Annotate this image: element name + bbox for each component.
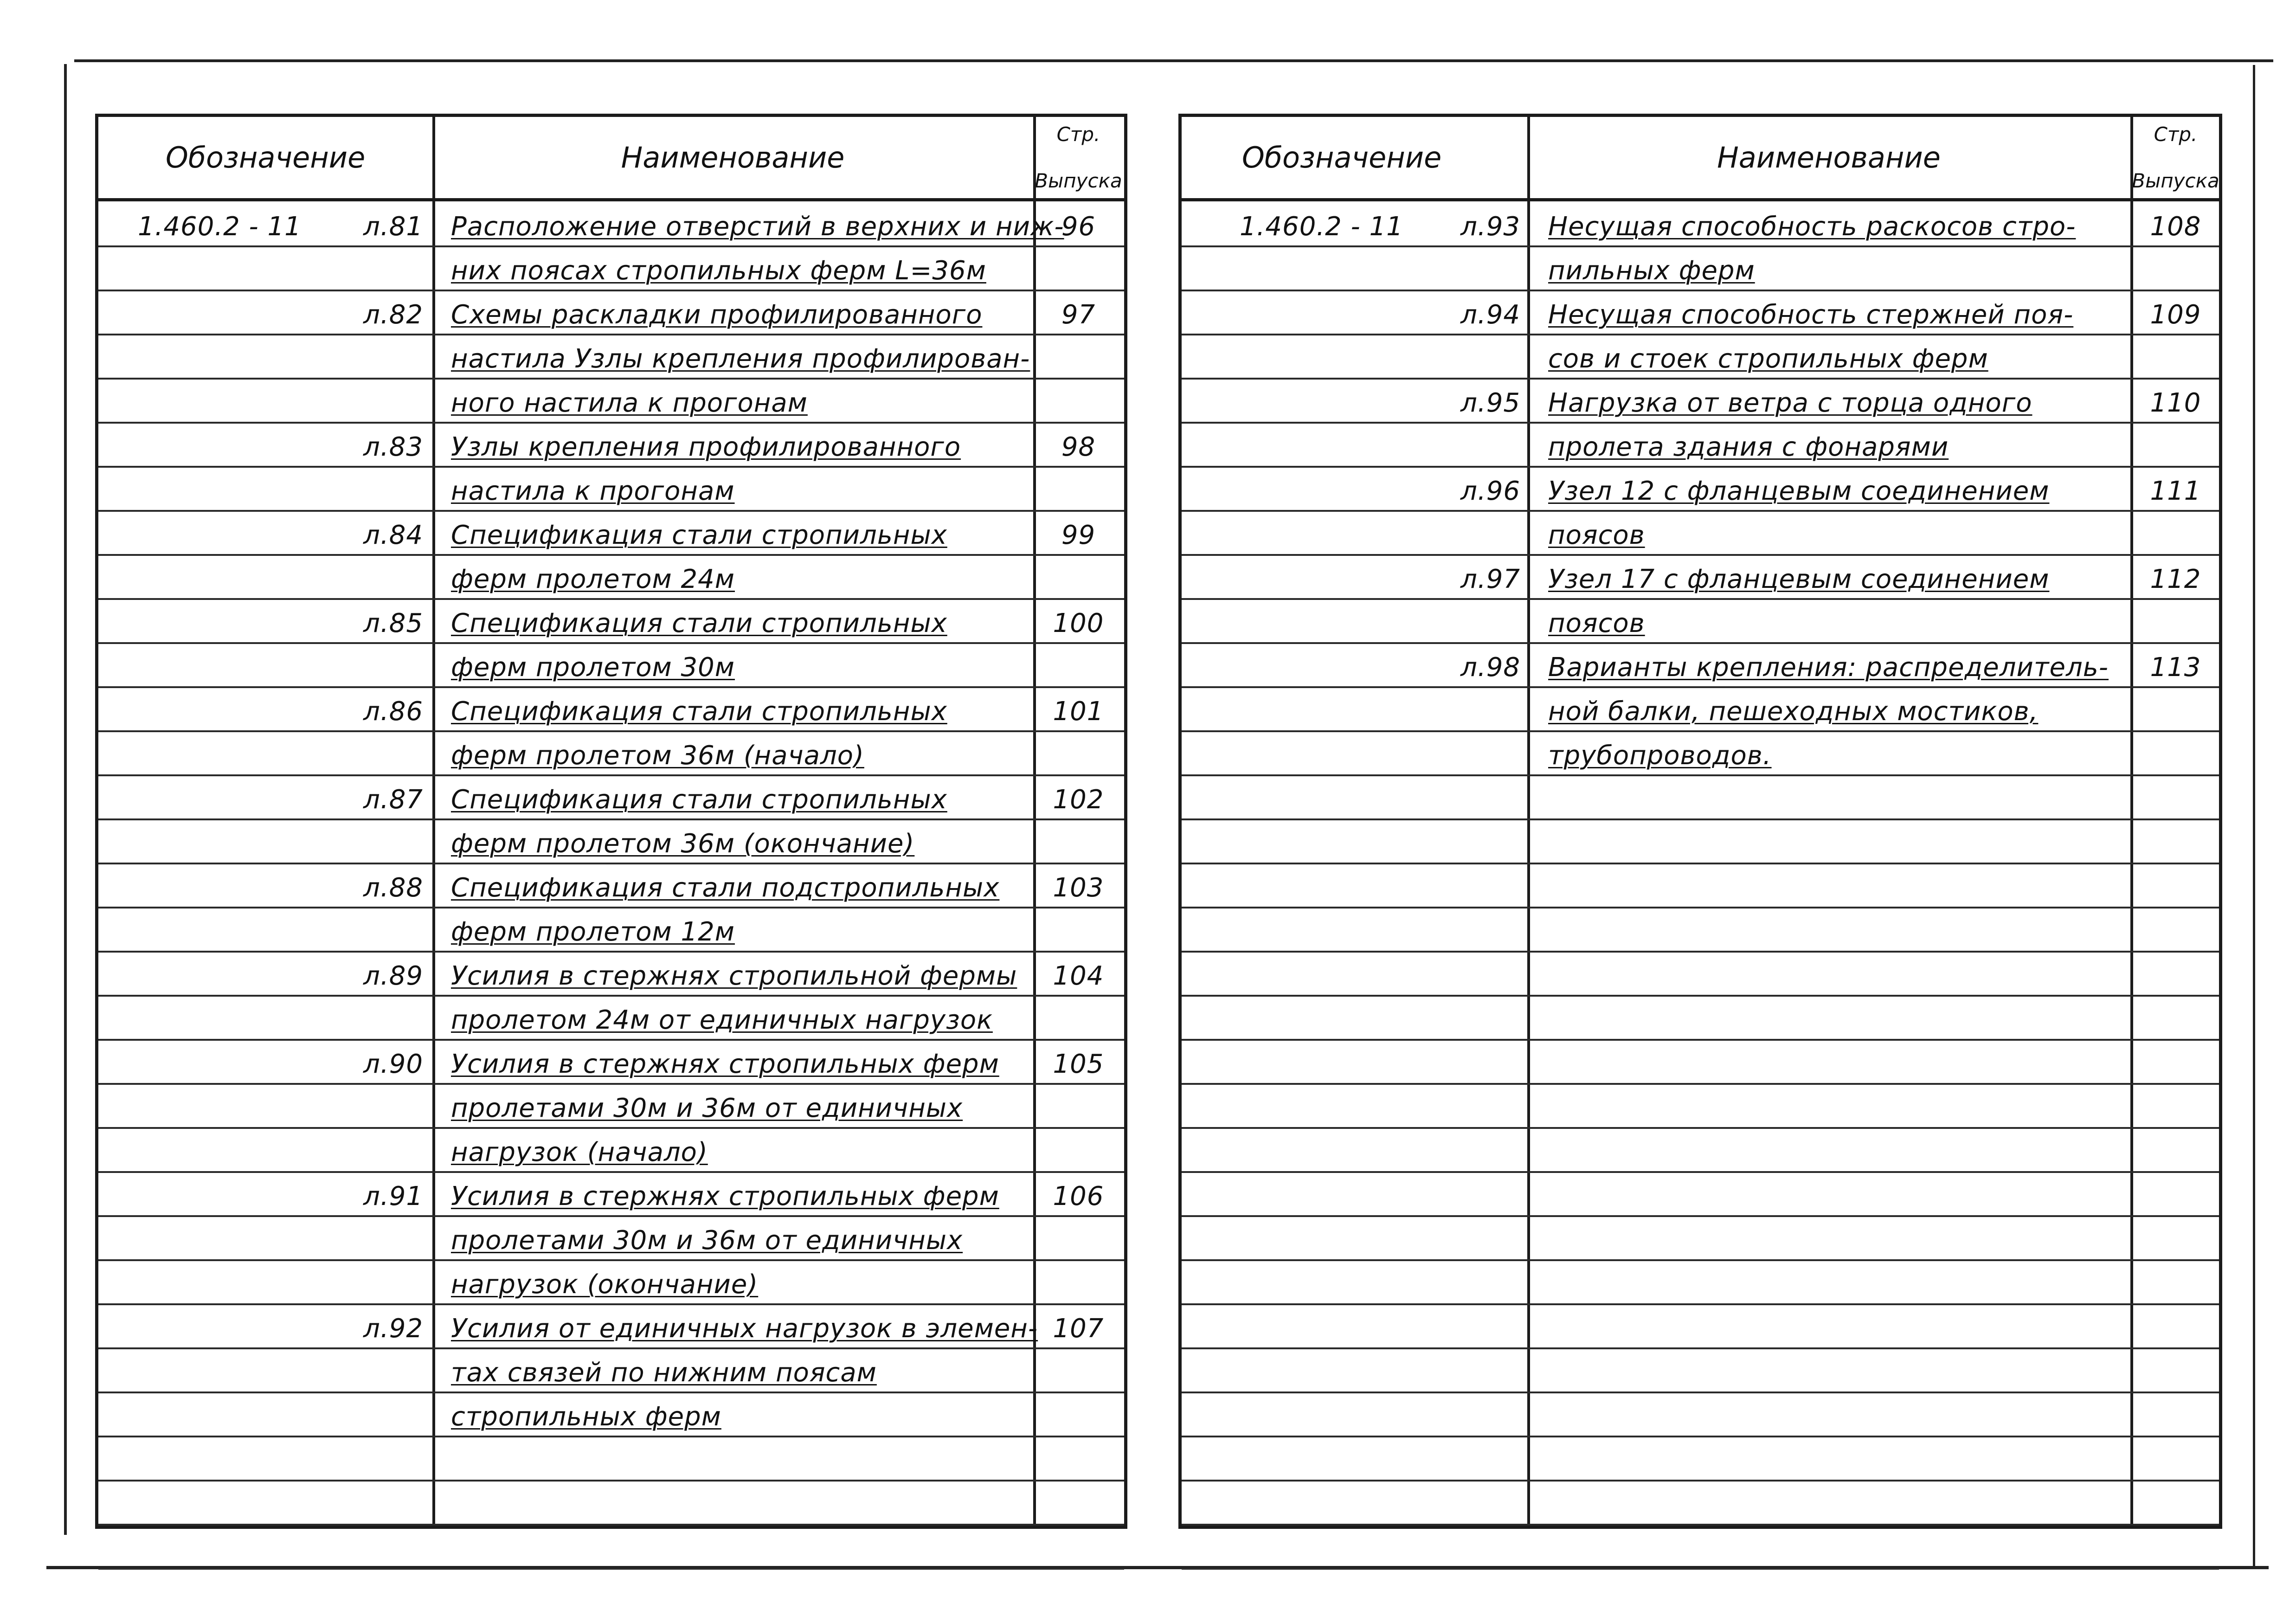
- contents-table-right: [1178, 114, 2222, 1529]
- document-name: Спецификация стали стропильных: [451, 696, 947, 727]
- page-number: 106: [1053, 1181, 1104, 1211]
- sheet-number: л.97: [1460, 564, 1520, 594]
- page-number: 105: [1053, 1049, 1104, 1079]
- table-row: [98, 1171, 1124, 1217]
- table-row: [98, 1347, 1124, 1393]
- document-name: Расположение отверстий в верхних и ниж-: [451, 212, 1064, 242]
- document-name: Схемы раскладки профилированного: [451, 300, 983, 330]
- table-row: [98, 466, 1124, 512]
- page-number: 100: [1053, 608, 1104, 638]
- page-number: 112: [2150, 564, 2201, 594]
- page-number: 98: [1061, 432, 1096, 462]
- sheet-number: л.95: [1460, 388, 1520, 418]
- table-row: [1182, 378, 2219, 424]
- table-header: [98, 117, 1124, 201]
- sheet-number: л.84: [363, 520, 423, 550]
- document-name: ферм пролетом 36м (начало): [451, 741, 864, 771]
- document-name: пильных ферм: [1548, 256, 1755, 286]
- table-row: [98, 201, 1124, 247]
- document-name: Усилия от единичных нагрузок в элемен-: [451, 1314, 1038, 1344]
- table-row: [98, 686, 1124, 732]
- table-row: [1182, 1392, 2219, 1437]
- table-row: [1182, 1127, 2219, 1173]
- table-row: [1182, 863, 2219, 908]
- document-name: сов и стоек стропильных ферм: [1548, 344, 1988, 374]
- contents-table-left: [95, 114, 1127, 1529]
- table-row: [1182, 686, 2219, 732]
- document-name: Нагрузка от ветра с торца одного: [1548, 388, 2032, 418]
- document-name: пролетом 24м от единичных нагрузок: [451, 1005, 993, 1035]
- table-row: [1182, 201, 2219, 247]
- outer-frame-top: [74, 59, 2273, 62]
- table-row: [1182, 1436, 2219, 1482]
- table-row: [1182, 642, 2219, 688]
- table-row: [1182, 1171, 2219, 1217]
- document-name: настила к прогонам: [451, 476, 735, 506]
- document-name: пролетами 30м и 36м от единичных: [451, 1093, 963, 1123]
- sheet-number: л.83: [363, 432, 423, 462]
- table-row: [98, 1303, 1124, 1349]
- header-page-line2: Выпуска: [1035, 169, 1122, 192]
- sheet-number: л.88: [363, 873, 423, 903]
- sheet-number: л.94: [1460, 300, 1520, 330]
- page-number: 109: [2150, 300, 2201, 330]
- page-number: 110: [2150, 388, 2201, 418]
- page-number: 113: [2150, 652, 2201, 683]
- table-row: [1182, 951, 2219, 997]
- designation-code: 1.460.2 - 11: [1240, 212, 1403, 242]
- document-name: Усилия в стержнях стропильных ферм: [451, 1049, 999, 1079]
- sheet-number: л.96: [1460, 476, 1520, 506]
- document-name: Усилия в стержнях стропильных ферм: [451, 1181, 999, 1211]
- document-name: ного настила к прогонам: [451, 388, 808, 418]
- page-number: 103: [1053, 873, 1104, 903]
- table-row: [98, 774, 1124, 820]
- document-name: настила Узлы крепления профилирован-: [451, 344, 1030, 374]
- page-number: 96: [1061, 212, 1096, 242]
- document-name: Спецификация стали стропильных: [451, 520, 947, 550]
- table-row: [98, 1392, 1124, 1437]
- document-name: ной балки, пешеходных мостиков,: [1548, 696, 2039, 727]
- table-row: [98, 995, 1124, 1041]
- header-page-line2: Выпуска: [2132, 169, 2219, 192]
- document-name: Несущая способность стержней поя-: [1548, 300, 2074, 330]
- document-name: Узел 12 с фланцевым соединением: [1548, 476, 2050, 506]
- document-name: ферм пролетом 24м: [451, 564, 735, 594]
- document-name: тах связей по нижним поясам: [451, 1358, 877, 1388]
- table-row: [98, 510, 1124, 556]
- table-row: [1182, 1303, 2219, 1349]
- document-name: пролета здания с фонарями: [1548, 432, 1949, 462]
- outer-frame-right: [2253, 65, 2255, 1568]
- sheet-number: л.98: [1460, 652, 1520, 683]
- header-designation: Обозначение: [1242, 141, 1442, 174]
- document-name: стропильных ферм: [451, 1402, 721, 1432]
- header-name: Наименование: [1717, 141, 1941, 174]
- table-row: [1182, 1347, 2219, 1393]
- sheet-number: л.90: [363, 1049, 423, 1079]
- document-name: ферм пролетом 30м: [451, 652, 735, 683]
- page-number: 101: [1053, 696, 1104, 727]
- table-row: [1182, 1524, 2219, 1570]
- header-page: [2130, 117, 2221, 198]
- table-row: [1182, 598, 2219, 644]
- document-name: Варианты крепления: распределитель-: [1548, 652, 2109, 683]
- sheet-number: л.82: [363, 300, 423, 330]
- document-name: них поясах стропильных ферм L=36м: [451, 256, 986, 286]
- table-row: [1182, 1215, 2219, 1261]
- sheet-number: л.81: [363, 212, 423, 242]
- table-row: [98, 1127, 1124, 1173]
- table-row: [1182, 334, 2219, 380]
- sheet-number: л.85: [363, 608, 423, 638]
- document-name: Несущая способность раскосов стро-: [1548, 212, 2076, 242]
- table-row: [1182, 907, 2219, 953]
- table-row: [1182, 466, 2219, 512]
- header-page-line1: Стр.: [2154, 122, 2198, 146]
- header-page: [1033, 117, 1124, 198]
- page-number: 97: [1061, 300, 1096, 330]
- table-row: [98, 730, 1124, 776]
- table-row: [1182, 1039, 2219, 1085]
- document-name: нагрузок (окончание): [451, 1269, 759, 1300]
- document-name: пролетами 30м и 36м от единичных: [451, 1225, 963, 1256]
- document-name: Спецификация стали стропильных: [451, 785, 947, 815]
- table-row: [98, 598, 1124, 644]
- table-row: [98, 554, 1124, 600]
- table-row: [98, 422, 1124, 468]
- table-row: [1182, 995, 2219, 1041]
- page-number: 108: [2150, 212, 2201, 242]
- table-row: [98, 1436, 1124, 1482]
- table-row: [1182, 554, 2219, 600]
- page-number: 107: [1053, 1314, 1104, 1344]
- table-row: [98, 1215, 1124, 1261]
- table-row: [98, 1039, 1124, 1085]
- table-body: [1182, 201, 2219, 1526]
- table-body: [98, 201, 1124, 1526]
- table-row: [98, 642, 1124, 688]
- outer-frame-left: [64, 64, 67, 1535]
- table-row: [1182, 1259, 2219, 1305]
- table-row: [98, 951, 1124, 997]
- page-number: 111: [2150, 476, 2201, 506]
- designation-code: 1.460.2 - 11: [138, 212, 302, 242]
- table-row: [1182, 245, 2219, 291]
- table-row: [98, 1524, 1124, 1570]
- page-number: 102: [1053, 785, 1104, 815]
- table-header: [1182, 117, 2219, 201]
- table-row: [1182, 510, 2219, 556]
- sheet-number: л.87: [363, 785, 423, 815]
- table-row: [1182, 1480, 2219, 1526]
- document-name: Узел 17 с фланцевым соединением: [1548, 564, 2050, 594]
- table-row: [1182, 774, 2219, 820]
- table-row: [1182, 422, 2219, 468]
- sheet-number: л.93: [1460, 212, 1520, 242]
- page-number: 104: [1053, 961, 1104, 991]
- table-row: [98, 1083, 1124, 1129]
- table-row: [98, 1480, 1124, 1526]
- document-name: Усилия в стержнях стропильной фермы: [451, 961, 1017, 991]
- table-row: [1182, 730, 2219, 776]
- table-row: [1182, 1083, 2219, 1129]
- sheet-number: л.92: [363, 1314, 423, 1344]
- table-row: [98, 378, 1124, 424]
- sheet-number: л.86: [363, 696, 423, 727]
- table-row: [98, 863, 1124, 908]
- document-name: поясов: [1548, 520, 1645, 550]
- header-designation: Обозначение: [166, 141, 366, 174]
- document-name: поясов: [1548, 608, 1645, 638]
- sheet-number: л.89: [363, 961, 423, 991]
- table-row: [98, 245, 1124, 291]
- document-name: ферм пролетом 36м (окончание): [451, 829, 915, 859]
- document-name: нагрузок (начало): [451, 1137, 708, 1167]
- table-row: [98, 907, 1124, 953]
- header-name: Наименование: [621, 141, 845, 174]
- page-number: 99: [1061, 520, 1096, 550]
- table-row: [1182, 818, 2219, 864]
- header-page-line1: Стр.: [1056, 122, 1100, 146]
- table-row: [98, 334, 1124, 380]
- document-name: Узлы крепления профилированного: [451, 432, 961, 462]
- document-name: Спецификация стали стропильных: [451, 608, 947, 638]
- table-row: [98, 290, 1124, 335]
- document-name: трубопроводов.: [1548, 741, 1772, 771]
- table-row: [98, 1259, 1124, 1305]
- document-name: Спецификация стали подстропильных: [451, 873, 1000, 903]
- sheet-number: л.91: [363, 1181, 423, 1211]
- table-row: [98, 818, 1124, 864]
- document-name: ферм пролетом 12м: [451, 917, 735, 947]
- table-row: [1182, 290, 2219, 335]
